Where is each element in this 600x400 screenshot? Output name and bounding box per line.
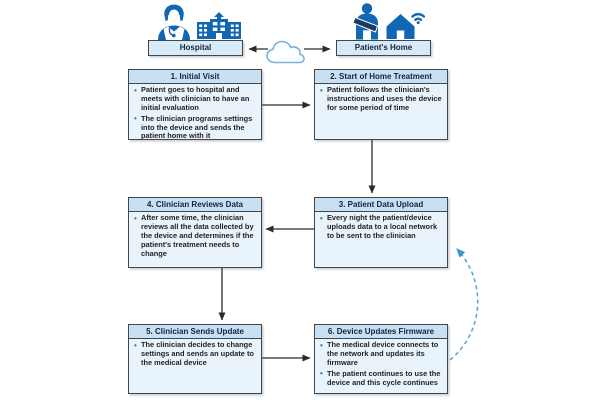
step-box-device-updates-firmware: [314, 324, 448, 394]
hospital-label: Hospital: [148, 40, 243, 56]
step-bullet: • Patient follows the clinician's instructions and uses the device for some period of time: [327, 86, 445, 113]
step-bullet: • The patient continues to use the device and this cycle continues: [327, 370, 445, 388]
step-bullet-list: [129, 214, 259, 258]
step-title: 5. Clinician Sends Update: [129, 325, 261, 339]
step-box-clinician-reviews-data: [128, 197, 262, 268]
step-box-initial-visit: [128, 69, 262, 140]
step-box-patient-data-upload: [314, 197, 448, 268]
step-bullet-list: [315, 86, 445, 113]
step-title: 6. Device Updates Firmware: [315, 325, 447, 339]
patients-home-label: Patient's Home: [336, 40, 431, 56]
step-title: 3. Patient Data Upload: [315, 198, 447, 212]
step-bullet: • The clinician programs settings into the device and sends the patient home with it: [141, 115, 259, 142]
step-bullet: • The clinician decides to change settings and sends an update to the medical device: [141, 341, 259, 368]
step-bullet-list: [129, 86, 259, 141]
step-bullet: • After some time, the clinician reviews all the data collected by the device and determines if the patient's treatment needs to change: [141, 214, 259, 258]
step-bullet-list: [129, 341, 259, 368]
step-bullet: • Patient goes to hospital and meets with clinician to have an initial evaluation: [141, 86, 259, 113]
step-title: 2. Start of Home Treatment: [315, 70, 447, 84]
step-bullet-list: [315, 214, 445, 241]
dashed-cycle-arrow-step6-to-step3: [450, 249, 478, 360]
step-bullet: • Every night the patient/device uploads data to a local network to be sent to the clinician: [327, 214, 445, 241]
step-bullet-list: [315, 341, 445, 387]
step-box-clinician-sends-update: [128, 324, 262, 394]
step-title: 4. Clinician Reviews Data: [129, 198, 261, 212]
step-box-start-home-treatment: [314, 69, 448, 140]
step-bullet: • The medical device connects to the network and updates its firmware: [327, 341, 445, 368]
step-title: 1. Initial Visit: [129, 70, 261, 84]
